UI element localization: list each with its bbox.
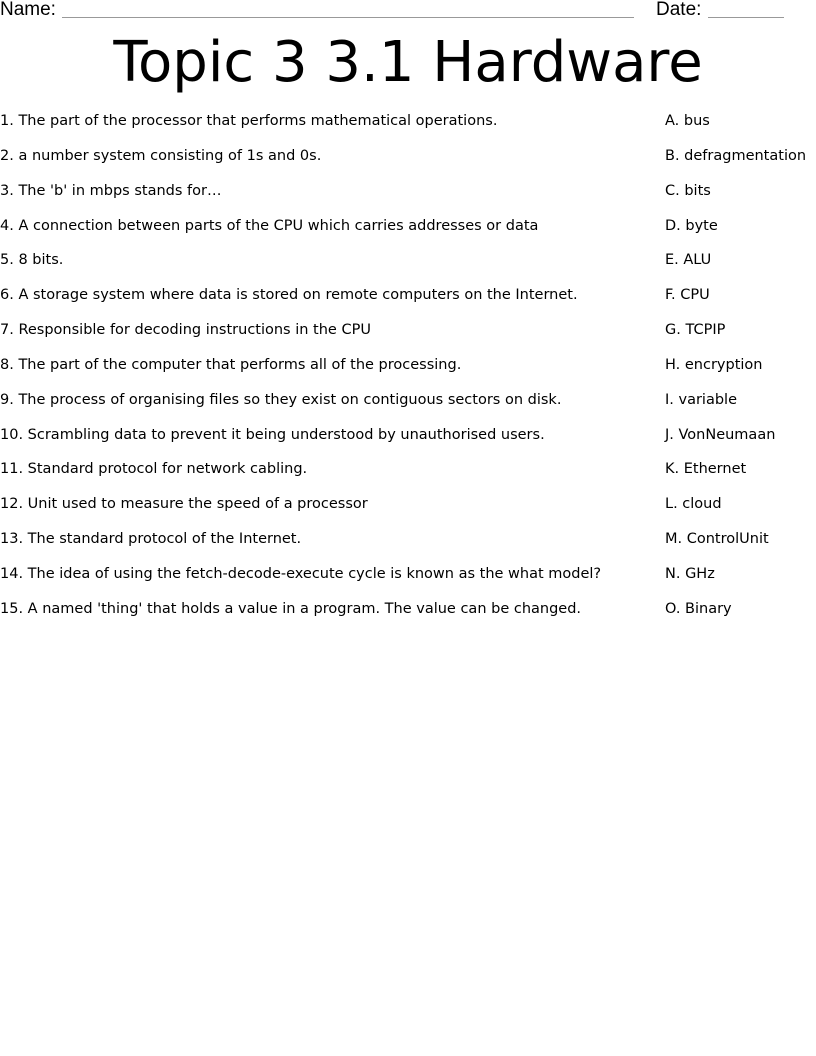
answer-option: O. Binary (665, 600, 732, 617)
answer-option: B. defragmentation (665, 147, 807, 164)
question-item: 13. The standard protocol of the Internet. (0, 531, 302, 548)
question-item: 8. The part of the computer that performs all of the processing. (0, 356, 462, 373)
matching-row (0, 494, 816, 529)
matching-row (0, 320, 816, 355)
question-item: 14. The idea of using the fetch-decode-execute cycle is known as the what model? (0, 565, 602, 582)
matching-row (0, 529, 816, 564)
worksheet-header (0, 0, 816, 24)
question-item: 7. Responsible for decoding instructions in the CPU (0, 322, 371, 339)
name-label: Name: (0, 0, 56, 20)
answer-option: J. VonNeumaan (665, 426, 776, 443)
question-item: 10. Scrambling data to prevent it being understood by unauthorised users. (0, 426, 545, 443)
date-blank-line (708, 17, 784, 18)
matching-row (0, 181, 816, 216)
matching-row (0, 425, 816, 460)
question-item: 15. A named 'thing' that holds a value in a program. The value can be changed. (0, 600, 582, 617)
matching-row (0, 459, 816, 494)
matching-row (0, 285, 816, 320)
matching-row (0, 390, 816, 425)
matching-list (0, 111, 816, 634)
answer-option: M. ControlUnit (665, 531, 769, 548)
question-item: 1. The part of the processor that performs mathematical operations. (0, 113, 498, 129)
matching-row (0, 564, 816, 599)
worksheet-title: Topic 3 3.1 Hardware (113, 30, 703, 95)
answer-option: I. variable (665, 391, 737, 408)
answer-option: N. GHz (665, 565, 715, 582)
matching-row (0, 146, 816, 181)
name-blank-line (62, 17, 634, 18)
question-item: 11. Standard protocol for network cabling. (0, 461, 308, 478)
answer-option: D. byte (665, 217, 718, 234)
answer-option: L. cloud (665, 496, 722, 513)
question-item: 2. a number system consisting of 1s and 0s. (0, 147, 322, 164)
answer-option: A. bus (665, 113, 710, 129)
question-item: 3. The 'b' in mbps stands for… (0, 182, 222, 199)
matching-row (0, 111, 816, 146)
question-item: 5. 8 bits. (0, 252, 64, 269)
question-item: 9. The process of organising files so they exist on contiguous sectors on disk. (0, 391, 562, 408)
matching-row (0, 355, 816, 390)
question-item: 12. Unit used to measure the speed of a processor (0, 496, 368, 513)
question-item: 6. A storage system where data is stored on remote computers on the Internet. (0, 287, 578, 304)
matching-row (0, 599, 816, 634)
answer-option: C. bits (665, 182, 711, 199)
question-item: 4. A connection between parts of the CPU which carries addresses or data (0, 217, 539, 234)
date-label: Date: (656, 0, 702, 20)
answer-option: E. ALU (665, 252, 712, 269)
matching-row (0, 250, 816, 285)
answer-option: G. TCPIP (665, 322, 726, 339)
answer-option: H. encryption (665, 356, 763, 373)
answer-option: F. CPU (665, 287, 710, 304)
answer-option: K. Ethernet (665, 461, 747, 478)
matching-row (0, 216, 816, 251)
